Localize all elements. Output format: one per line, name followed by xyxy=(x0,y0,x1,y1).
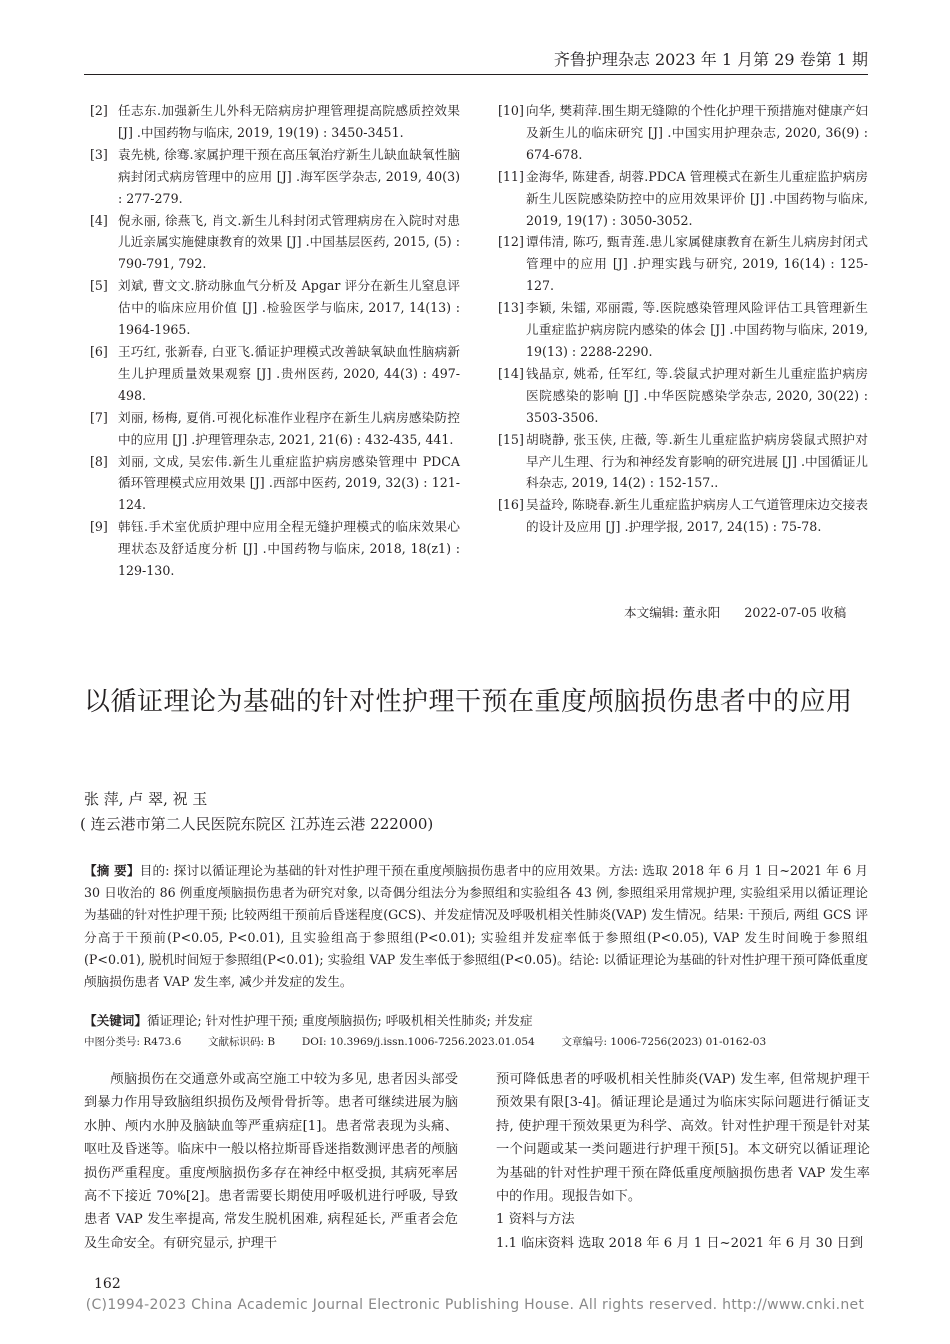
reference-text: 钱晶京, 姚希, 任军红, 等.袋鼠式护理对新生儿重症监护病房医院感染的影响 [J] .中华医院感染学杂志, 2020, 30(22) : 3503-3506. xyxy=(526,365,868,425)
body-column-left xyxy=(84,1068,458,1255)
reference-number: [5] xyxy=(90,278,108,294)
reference-number: [16] xyxy=(498,497,524,513)
reference-item xyxy=(498,494,868,538)
header-rule xyxy=(84,74,868,75)
reference-item xyxy=(498,297,868,363)
keywords-label: 【关键词】 xyxy=(84,1013,147,1028)
article-affiliation: ( 连云港市第二人民医院东院区 江苏连云港 222000) xyxy=(80,815,434,833)
section-heading-1: 1 资料与方法 xyxy=(496,1212,575,1228)
reference-number: [8] xyxy=(90,453,108,469)
reference-text: 任志东.加强新生儿外科无陪病房护理管理提高院感质控效果 [J] .中国药物与临床, 2019, 19(19) : 3450-3451. xyxy=(118,103,460,140)
reference-number: [6] xyxy=(90,343,108,359)
keywords xyxy=(84,1010,868,1029)
reference-number: [9] xyxy=(90,519,108,535)
reference-text: 刘丽, 文成, 吴宏伟.新生儿重症监护病房感染管理中 PDCA 循环管理模式应用效果 [J] .西部中医药, 2019, 32(3) : 121-124. xyxy=(118,453,460,513)
reference-number: [11] xyxy=(498,168,524,184)
reference-text: 刘丽, 杨梅, 夏俏.可视化标准作业程序在新生儿病房感染防控中的应用 [J] .护理管理杂志, 2021, 21(6) : 432-435, 441. xyxy=(118,409,460,447)
reference-item xyxy=(498,429,868,495)
reference-number: [15] xyxy=(498,431,524,447)
reference-number: [7] xyxy=(90,409,108,425)
reference-item xyxy=(90,341,460,407)
article-meta: 中图分类号: R473.6 文献标识码: B DOI: 10.3969/j.issn.1006-7256.2023.01.054 文章编号: 1006-7256(2023) 01-0162-03 xyxy=(84,1036,767,1048)
reference-number: [13] xyxy=(498,300,524,316)
reference-item xyxy=(90,451,460,517)
reference-text: 谭伟清, 陈巧, 甄青莲.患儿家属健康教育在新生儿病房封闭式管理中的应用 [J] .护理实践与研究, 2019, 16(14) : 125-127. xyxy=(526,234,868,294)
section-heading-1-1: 1.1 临床资料 选取 2018 年 6 月 1 日~2021 年 6 月 30 日到 xyxy=(496,1235,864,1251)
body-paragraph-continued: 预可降低患者的呼吸机相关性肺炎(VAP) 发生率, 但常规护理干预效果有限[3-4]。循证理论是通过为临床实际问题进行循证支持, 使护理干预效果更为科学、高效。针对性护理干预是针对某一个问题或某一类问题进行护理干预[5]。本文研究以循证理论为基础的针对性护理干预在降低重度颅脑损伤患者 VAP 发生率中的作用。现报告如下。 xyxy=(496,1072,870,1205)
article-title: 以循证理论为基础的针对性护理干预在重度颅脑损伤患者中的应用 xyxy=(84,687,853,717)
reference-number: [12] xyxy=(498,234,524,250)
keywords-text: 循证理论; 针对性护理干预; 重度颅脑损伤; 呼吸机相关性肺炎; 并发症 xyxy=(146,1013,533,1028)
reference-item xyxy=(498,231,868,297)
reference-text: 胡晓静, 张玉侠, 庄薇, 等.新生儿重症监护病房袋鼠式照护对早产儿生理、行为和神经发育影响的研究进展 [J] .中国循证儿科杂志, 2019, 14(2) : 152-157.. xyxy=(526,431,868,491)
reference-item xyxy=(498,166,868,232)
reference-text: 吴益玲, 陈晓春.新生儿重症监护病房人工气道管理床边交接表的设计及应用 [J] .护理学报, 2017, 24(15) : 75-78. xyxy=(526,497,868,535)
reference-text: 向华, 樊莉萍.围生期无缝隙的个性化护理干预措施对健康产妇及新生儿的临床研究 [J] .中国实用护理杂志, 2020, 36(9) : 674-678. xyxy=(526,103,868,162)
body-paragraph: 颅脑损伤在交通意外或高空施工中较为多见, 患者因头部受到暴力作用导致脑组织损伤及颅骨骨折等。患者可继续进展为脑水肿、颅内水肿及脑缺血等严重病症[1]。患者常表现为头痛、呕吐及昏迷等。临床中一般以格拉斯哥昏迷指数测评患者的颅脑损伤严重程度。重度颅脑损伤多存在神经中枢受损, 其病死率居高不下接近 70%[2]。患者需要长期使用呼吸机进行呼吸, 导致患者 VAP 发生率提高, 常发生脱机困难, 病程延长, 严重者会危及生命安全。有研究显示, 护理干 xyxy=(84,1072,458,1251)
journal-header: 齐鲁护理杂志 2023 年 1 月第 29 卷第 1 期 xyxy=(553,50,868,69)
reference-text: 李颖, 朱镭, 邓丽霞, 等.医院感染管理风险评估工具管理新生儿重症监护病房院内感染的体会 [J] .中国药物与临床, 2019, 19(13) : 2288-2290. xyxy=(526,300,868,359)
reference-number: [14] xyxy=(498,365,524,381)
reference-item xyxy=(90,407,460,451)
abstract-label: 【摘 要】 xyxy=(84,863,140,878)
reference-number: [4] xyxy=(90,212,108,228)
reference-item xyxy=(90,275,460,341)
reference-text: 韩钰.手术室优质护理中应用全程无缝护理模式的临床效果心理状态及舒适度分析 [J] .中国药物与临床, 2018, 18(z1) : 129-130. xyxy=(118,519,460,579)
references-left xyxy=(90,100,460,582)
reference-item xyxy=(498,363,868,429)
reference-text: 王巧红, 张新春, 白亚飞.循证护理模式改善缺氧缺血性脑病新生儿护理质量效果观察 [J] .贵州医药, 2020, 44(3) : 497-498. xyxy=(118,343,460,403)
abstract xyxy=(84,860,868,993)
reference-number: [2] xyxy=(90,103,108,118)
article-authors: 张 萍, 卢 翠, 祝 玉 xyxy=(84,790,208,808)
copyright-footer: (C)1994-2023 China Academic Journal Electronic Publishing House. All rights reserved. http://www.cnki.net xyxy=(85,1297,865,1313)
reference-item xyxy=(90,516,460,582)
reference-item xyxy=(90,100,460,144)
editor-note: 本文编辑: 董永阳 2022-07-05 收稿 xyxy=(624,605,847,620)
reference-number: [10] xyxy=(498,103,524,118)
reference-text: 倪永丽, 徐燕飞, 肖文.新生儿科封闭式管理病房在入院时对患儿近亲属实施健康教育的效果 [J] .中国基层医药, 2015, (5) : 790-791, 792. xyxy=(118,212,460,272)
reference-text: 袁先桃, 徐骞.家属护理干预在高压氧治疗新生儿缺血缺氧性脑病封闭式病房管理中的应用 [J] .海军医学杂志, 2019, 40(3) : 277-279. xyxy=(118,146,460,206)
reference-item xyxy=(498,100,868,166)
reference-text: 金海华, 陈建香, 胡蓉.PDCA 管理模式在新生儿重症监护病房新生儿医院感染防控中的应用效果评价 [J] .中国药物与临床, 2019, 19(17) : 3050-3052. xyxy=(526,168,868,228)
reference-item xyxy=(90,144,460,210)
abstract-text: 目的: 探讨以循证理论为基础的针对性护理干预在重度颅脑损伤患者中的应用效果。方法: 选取 2018 年 6 月 1 日~2021 年 6 月 30 日收治的 86 例重度颅脑损伤患者为研究对象, 以奇偶分组法分为参照组和实验组各 43 例, 参照组采用常规护理, 实验组采用以循证理论为基础的针对性护理干预; 比较两组干预前后昏迷程度(GCS)、并发症情况及呼吸机相关性肺炎(VAP) 发生情况。结果: 干预后, 两组 GCS 评分高于干预前(P<0.05, P<0.01), 且实验组高于参照组(P<0.01); 实验组并发症率低于参照组(P<0.05), VAP 发生时间晚于参照组(P<0.01), 脱机时间短于参照组(P<0.01); 实验组 VAP 发生率低于参照组(P<0.05)。结论: 以循证理论为基础的针对性护理干预可降低重度颅脑损伤患者 VAP 发生率, 减少并发症的发生。 xyxy=(84,863,868,990)
reference-item xyxy=(90,210,460,276)
reference-text: 刘斌, 曹文文.脐动脉血气分析及 Apgar 评分在新生儿窒息评估中的临床应用价值 [J] .检验医学与临床, 2017, 14(13) : 1964-1965. xyxy=(118,278,460,338)
page-number: 162 xyxy=(94,1276,121,1292)
body-column-right xyxy=(496,1068,870,1255)
reference-number: [3] xyxy=(90,146,108,162)
references-right xyxy=(498,100,868,538)
